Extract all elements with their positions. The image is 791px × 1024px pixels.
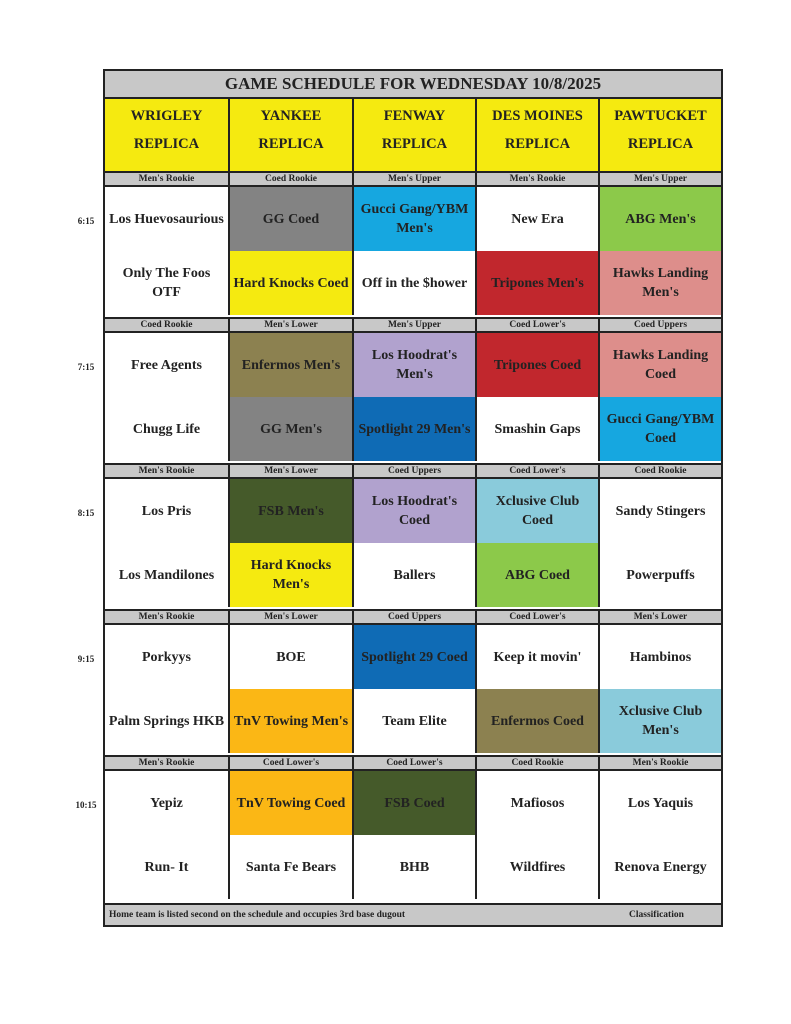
team-name: Free Agents [131,357,202,373]
team-name: BOE [276,649,306,665]
team-name: Renova Energy [614,859,707,875]
home-team-cell [105,543,230,607]
home-team-cell [600,689,721,753]
schedule-sheet [103,69,723,927]
team-name: Hawks Landing Coed [612,348,709,382]
time-slot-label: 9:15 [77,654,95,664]
home-team-cell [600,251,721,315]
away-team-cell [230,187,354,251]
team-name: ABG Men's [625,211,696,227]
team-name: Only The Foos OTF [122,266,211,300]
team-name: Santa Fe Bears [245,859,337,875]
team-name: Xclusive Club Men's [618,704,703,738]
classification-label: Men's Upper [633,174,688,184]
team-name: Hambinos [629,649,692,665]
classification-row [105,609,721,625]
away-team-cell [477,771,600,835]
away-team-cell [354,479,477,543]
team-name: Hawks Landing Men's [612,266,709,300]
field-header-pawtucket [600,99,721,171]
field-name: DES MOINES [492,108,583,124]
field-header-des-moines [477,99,600,171]
classification-label: Coed Lower's [477,319,600,331]
page-title: GAME SCHEDULE FOR WEDNESDAY 10/8/2025 [105,71,721,99]
time-slot-label: 10:15 [75,800,97,810]
classification-row [105,317,721,333]
team-name: Los Mandilones [118,567,215,583]
away-team-cell [354,771,477,835]
team-name: Wildfires [509,859,566,875]
home-team-cell [354,251,477,315]
team-name: Los Pris [141,503,192,519]
home-team-cell [477,835,600,899]
classification-label: Coed Rookie [105,319,230,331]
team-name: Chugg Life [132,421,201,437]
classification-label: Coed Rookie [230,173,354,185]
home-team-cell [600,397,721,461]
team-name: Tripones Men's [491,275,584,291]
team-name: GG Men's [260,421,322,437]
away-team-cell [600,187,721,251]
team-name: Smashin Gaps [494,421,581,437]
classification-label: Coed Uppers [633,320,688,330]
classification-label: Men's Rookie [105,611,230,623]
classification-label: Coed Uppers [354,465,477,477]
classification-label: Coed Rookie [634,466,687,476]
time-slot-label: 8:15 [77,508,95,518]
team-name: Porkyys [142,649,191,665]
away-team-cell [354,187,477,251]
classification-row [105,755,721,771]
away-team-cell [600,479,721,543]
away-team-cell [230,771,354,835]
home-team-cell [354,543,477,607]
classification-label: Coed Uppers [354,611,477,623]
home-team-cell [477,397,600,461]
team-name: Hard Knocks Coed [233,275,349,291]
away-team-cell [600,771,721,835]
home-team-cell [230,397,354,461]
home-team-cell [105,397,230,461]
classification-row [105,171,721,187]
away-team-cell [105,333,230,397]
team-name: Yepiz [150,795,183,811]
away-team-cell [105,479,230,543]
team-name: GG Coed [262,211,320,227]
home-team-cell [354,397,477,461]
team-name: Los Hoodrat's Men's [371,348,458,382]
team-name: Run- It [144,859,189,875]
classification-label: Men's Rookie [632,758,689,768]
home-team-cell [230,835,354,899]
classification-label: Men's Rookie [105,465,230,477]
team-name: Keep it movin' [493,649,582,665]
team-name: TnV Towing Coed [236,795,346,811]
away-team-cell [477,333,600,397]
field-subtitle: REPLICA [258,136,324,152]
home-team-cell [600,835,721,899]
field-name: WRIGLEY [130,108,203,124]
team-name: FSB Men's [258,503,324,519]
away-team-cell [105,771,230,835]
classification-label: Men's Upper [354,319,477,331]
away-team-cell [105,625,230,689]
team-name: Powerpuffs [626,567,695,583]
away-team-cell [105,187,230,251]
field-header-fenway [354,99,477,171]
field-name: FENWAY [383,108,446,124]
home-team-cell [230,251,354,315]
classification-label: Men's Rookie [105,757,230,769]
classification-label: Coed Lower's [477,611,600,623]
home-team-cell [354,835,477,899]
team-name: FSB Coed [384,795,445,811]
team-name: Hard Knocks Men's [250,558,332,592]
team-name: Enfermos Coed [491,713,584,729]
team-name: Spotlight 29 Coed [361,649,468,665]
home-team-cell [105,835,230,899]
classification-label: Men's Upper [354,173,477,185]
team-name: BHB [399,859,430,875]
team-name: Gucci Gang/YBM Men's [360,202,469,236]
away-team-cell [600,625,721,689]
home-team-cell [105,689,230,753]
field-subtitle: REPLICA [381,136,448,152]
field-name: YANKEE [260,108,322,124]
team-name: New Era [511,211,564,227]
field-subtitle: REPLICA [504,136,571,152]
home-team-cell [477,251,600,315]
field-name: PAWTUCKET [614,108,707,124]
classification-label: Men's Lower [230,611,354,623]
classification-label: Men's Rookie [477,173,600,185]
classification-label: Men's Rookie [105,173,230,185]
field-header-wrigley [105,99,230,171]
team-name: Los Huevosaurious [109,211,224,227]
classification-label: Coed Lower's [230,757,354,769]
team-name: Los Hoodrat's Coed [371,494,458,528]
home-team-note: Home team is listed second on the schedule and occupies 3rd base dugout [109,910,406,920]
away-team-cell [600,333,721,397]
team-name: Off in the $hower [361,275,468,291]
team-name: Mafiosos [510,795,565,811]
team-name: Sandy Stingers [615,503,706,519]
away-team-cell [354,625,477,689]
team-name: Enfermos Men's [241,357,341,373]
away-team-cell [354,333,477,397]
field-subtitle: REPLICA [133,136,200,152]
home-team-cell [600,543,721,607]
team-name: Team Elite [382,713,447,729]
home-team-cell [477,543,600,607]
away-team-cell [477,625,600,689]
classification-label: Men's Lower [230,465,354,477]
classification-label: Men's Lower [633,612,688,622]
field-header-yankee [230,99,354,171]
classification-label: Coed Lower's [354,757,477,769]
classification-label: Coed Rookie [477,757,600,769]
away-team-cell [230,479,354,543]
away-team-cell [230,625,354,689]
away-team-cell [477,187,600,251]
classification-label: Classification [629,910,684,920]
team-name: Gucci Gang/YBM Coed [606,412,715,446]
field-subtitle: REPLICA [627,136,694,152]
away-team-cell [230,333,354,397]
team-name: Los Yaquis [627,795,694,811]
away-team-cell [477,479,600,543]
classification-label: Coed Lower's [477,465,600,477]
home-team-cell [354,689,477,753]
time-slot-label: 6:15 [77,216,95,226]
time-slot-label: 7:15 [77,362,95,372]
home-team-cell [230,543,354,607]
team-name: ABG Coed [505,567,570,583]
team-name: Ballers [393,567,436,583]
team-name: Xclusive Club Coed [495,494,580,528]
team-name: Palm Springs HKB [108,713,225,729]
home-team-cell [477,689,600,753]
schedule-footer [105,903,721,925]
home-team-cell [105,251,230,315]
team-name: TnV Towing Men's [233,713,349,729]
team-name: Tripones Coed [493,357,582,373]
home-team-cell [230,689,354,753]
classification-row [105,463,721,479]
classification-label: Men's Lower [230,319,354,331]
team-name: Spotlight 29 Men's [358,421,471,437]
